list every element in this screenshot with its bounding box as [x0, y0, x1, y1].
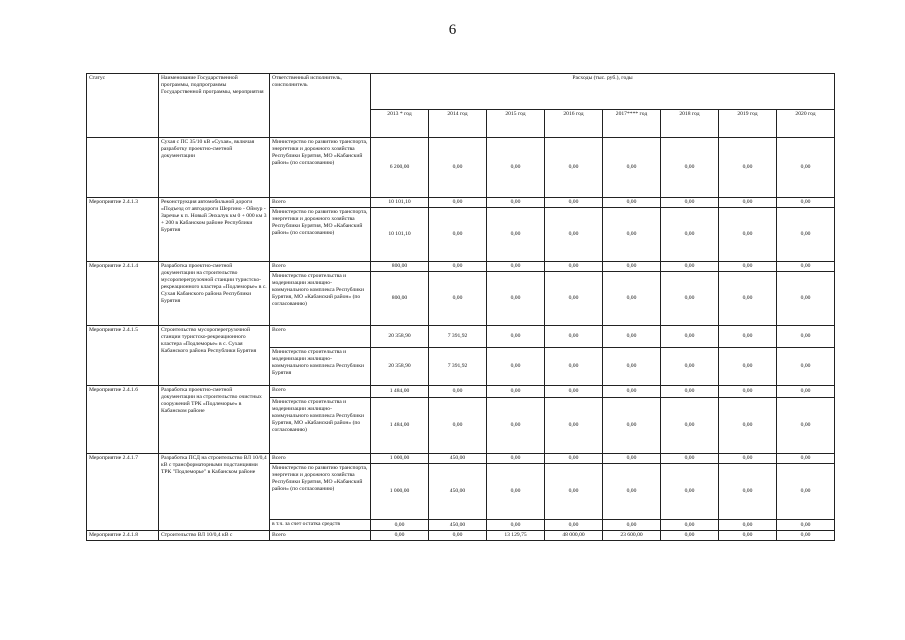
row-value: 800,00	[371, 272, 429, 326]
row-value: 0,00	[661, 531, 719, 541]
header-year: 2015 год	[487, 110, 545, 138]
row-value: 0,00	[545, 348, 603, 386]
row-value: 0,00	[371, 531, 429, 541]
row-value: 0,00	[429, 398, 487, 454]
row-value: 800,00	[371, 262, 429, 272]
row-value: 0,00	[661, 464, 719, 520]
table-row	[87, 326, 835, 348]
row-executor: Всего	[270, 326, 371, 348]
row-value: 0,00	[661, 138, 719, 198]
row-value: 0,00	[429, 138, 487, 198]
row-value: 0,00	[777, 464, 835, 520]
row-status: Мероприятие 2.4.1.8	[87, 531, 159, 541]
row-value: 0,00	[545, 398, 603, 454]
table-row	[87, 198, 835, 208]
row-value: 7 391,92	[429, 348, 487, 386]
row-value: 0,00	[661, 198, 719, 208]
row-value: 7 391,92	[429, 326, 487, 348]
row-value: 0,00	[719, 326, 777, 348]
row-value: 0,00	[545, 454, 603, 464]
row-name: Сухая с ПС 35/10 кВ «Сухая», включая разработку проектно-сметной документации	[159, 138, 270, 198]
row-name: Разработка ПСД на строительство ВЛ 10/0,4 кВ с трансформаторными подстанциями ТРК "Подлеморье" в Кабанском районе	[159, 454, 270, 531]
row-value: 0,00	[661, 520, 719, 531]
row-executor: Всего	[270, 531, 371, 541]
row-value: 0,00	[603, 464, 661, 520]
row-executor: Всего	[270, 198, 371, 208]
row-value: 1 000,00	[371, 454, 429, 464]
row-name: Строительство мусороперегрузочной станции туристско-рекреационного кластера «Подлеморье» в с. Сухая Кабанского района Республики Бурятия	[159, 326, 270, 386]
row-value: 0,00	[487, 464, 545, 520]
row-value: 0,00	[661, 262, 719, 272]
row-executor: Министерство по развитию транспорта, энергетики и дорожного хозяйства Республики Бурятия, МО «Кабанский район» (по согласованию)	[270, 138, 371, 198]
row-value: 0,00	[777, 520, 835, 531]
row-name: Разработка проектно-сметной документации на строительство мусороперегрузочной станции туристско-рекреационного кластера «Подлеморье» в с. Сухая Кабанского района Республики Бурятия	[159, 262, 270, 326]
row-executor: Всего	[270, 386, 371, 398]
row-value: 0,00	[661, 272, 719, 326]
row-value: 0,00	[719, 138, 777, 198]
row-value: 0,00	[487, 208, 545, 262]
row-value: 0,00	[545, 326, 603, 348]
row-status: Мероприятие 2.4.1.3	[87, 198, 159, 262]
row-value: 0,00	[719, 386, 777, 398]
row-value: 0,00	[719, 398, 777, 454]
row-value: 0,00	[487, 262, 545, 272]
row-value: 0,00	[719, 520, 777, 531]
row-value: 0,00	[719, 262, 777, 272]
table-row	[87, 531, 835, 541]
row-value: 0,00	[661, 454, 719, 464]
row-value: 0,00	[545, 520, 603, 531]
row-value: 20 358,90	[371, 348, 429, 386]
row-status: Мероприятие 2.4.1.5	[87, 326, 159, 386]
row-value: 0,00	[429, 262, 487, 272]
row-value: 0,00	[487, 398, 545, 454]
row-value: 0,00	[777, 386, 835, 398]
row-value: 0,00	[603, 454, 661, 464]
header-year: 2014 год	[429, 110, 487, 138]
row-status: Мероприятие 2.4.1.6	[87, 386, 159, 454]
row-value: 0,00	[487, 138, 545, 198]
table-row	[87, 262, 835, 272]
row-value: 0,00	[777, 138, 835, 198]
table-row	[87, 386, 835, 398]
row-value: 0,00	[719, 208, 777, 262]
row-executor: Всего	[270, 262, 371, 272]
row-value: 0,00	[487, 272, 545, 326]
row-value: 0,00	[661, 386, 719, 398]
row-value: 0,00	[429, 386, 487, 398]
row-value: 0,00	[661, 398, 719, 454]
row-value: 0,00	[777, 262, 835, 272]
row-executor: Министерство строительства и модернизации жилищно-коммунального комплекса Республики Бурятия, МО «Кабанский район» (по согласованию)	[270, 398, 371, 454]
row-value: 20 358,90	[371, 326, 429, 348]
header-year: 2020 год	[777, 110, 835, 138]
row-value: 1 484,00	[371, 398, 429, 454]
row-value: 0,00	[777, 326, 835, 348]
row-value: 10 101,10	[371, 208, 429, 262]
row-value: 0,00	[719, 464, 777, 520]
row-executor: Министерство строительства и модернизации жилищно-коммунального комплекса Республики Бурятия	[270, 348, 371, 386]
row-value: 0,00	[777, 198, 835, 208]
row-value: 0,00	[545, 272, 603, 326]
row-value: 0,00	[545, 138, 603, 198]
row-value: 0,00	[371, 520, 429, 531]
row-value: 1 000,00	[371, 464, 429, 520]
header-year: 2016 год	[545, 110, 603, 138]
row-status: Мероприятие 2.4.1.7	[87, 454, 159, 531]
row-value: 0,00	[429, 208, 487, 262]
row-value: 23 600,00	[603, 531, 661, 541]
page-number: 6	[448, 22, 457, 38]
row-value: 48 000,00	[545, 531, 603, 541]
row-value: 0,00	[545, 464, 603, 520]
row-value: 6 200,00	[371, 138, 429, 198]
table-row	[87, 138, 835, 198]
row-value: 0,00	[603, 138, 661, 198]
row-status	[87, 138, 159, 198]
row-value: 0,00	[487, 348, 545, 386]
row-value: 0,00	[719, 272, 777, 326]
header-year: 2017**** год	[603, 110, 661, 138]
header-year: 2019 год	[719, 110, 777, 138]
header-status: Статус	[87, 74, 159, 138]
header-executor: Ответственный исполнитель, соисполнитель	[270, 74, 371, 138]
row-value: 0,00	[545, 198, 603, 208]
row-value: 0,00	[777, 272, 835, 326]
row-value: 1 484,00	[371, 386, 429, 398]
row-value: 0,00	[603, 208, 661, 262]
header-name: Наименование Государственной программы, подпрограммы Государственной программы, мероприятия	[159, 74, 270, 138]
row-value: 0,00	[487, 520, 545, 531]
row-value: 0,00	[719, 198, 777, 208]
row-value: 0,00	[719, 531, 777, 541]
row-executor: Министерство по развитию транспорта, энергетики и дорожного хозяйства Республики Бурятия, МО «Кабанский район» (по согласованию)	[270, 464, 371, 520]
row-executor: в т.ч. за счет остатка средств	[270, 520, 371, 531]
row-value: 0,00	[603, 326, 661, 348]
row-value: 0,00	[603, 198, 661, 208]
row-value: 0,00	[603, 520, 661, 531]
row-value: 13 129,75	[487, 531, 545, 541]
row-executor: Всего	[270, 454, 371, 464]
row-status: Мероприятие 2.4.1.4	[87, 262, 159, 326]
row-value: 0,00	[487, 386, 545, 398]
header-year: 2018 год	[661, 110, 719, 138]
row-value: 450,00	[429, 454, 487, 464]
row-value: 0,00	[429, 531, 487, 541]
header-year: 2013 * год	[371, 110, 429, 138]
table-row	[87, 454, 835, 464]
row-value: 0,00	[777, 454, 835, 464]
row-value: 0,00	[487, 454, 545, 464]
row-value: 0,00	[661, 348, 719, 386]
row-value: 0,00	[603, 386, 661, 398]
row-value: 0,00	[487, 326, 545, 348]
row-value: 0,00	[603, 272, 661, 326]
row-value: 0,00	[661, 208, 719, 262]
budget-table	[86, 73, 835, 541]
row-name: Разработка проектно-сметной документации на строительство очистных сооружений ТРК «Подлеморье» в Кабанском районе	[159, 386, 270, 454]
row-value: 0,00	[777, 398, 835, 454]
row-value: 0,00	[545, 208, 603, 262]
row-value: 0,00	[661, 326, 719, 348]
row-name: Реконструкция автомобильной дороги «Подъезд от автодороги Шергино - Оймур - Заречье к п. Новый Энхалук км 0 + 000 км 3 + 200 в Кабанском районе Республики Бурятия	[159, 198, 270, 262]
row-executor: Министерство по развитию транспорта, энергетики и дорожного хозяйства Республики Бурятия, МО «Кабанский район» (по согласованию)	[270, 208, 371, 262]
row-value: 0,00	[719, 454, 777, 464]
row-value: 0,00	[429, 272, 487, 326]
row-value: 0,00	[603, 398, 661, 454]
row-value: 0,00	[777, 531, 835, 541]
row-value: 0,00	[603, 348, 661, 386]
row-executor: Министерство строительства и модернизации жилищно-коммунального комплекса Республики Бурятия, МО «Кабанский район» (по согласованию)	[270, 272, 371, 326]
header-expenses: Расходы (тыс. руб.), годы	[371, 74, 835, 110]
row-value: 0,00	[429, 198, 487, 208]
row-value: 0,00	[545, 386, 603, 398]
row-value: 0,00	[545, 262, 603, 272]
row-value: 0,00	[777, 348, 835, 386]
row-value: 450,00	[429, 464, 487, 520]
row-value: 0,00	[777, 208, 835, 262]
row-value: 10 101,10	[371, 198, 429, 208]
row-value: 0,00	[719, 348, 777, 386]
row-name: Строительство ВЛ 10/0,4 кВ с	[159, 531, 270, 541]
row-value: 450,00	[429, 520, 487, 531]
row-value: 0,00	[487, 198, 545, 208]
row-value: 0,00	[603, 262, 661, 272]
